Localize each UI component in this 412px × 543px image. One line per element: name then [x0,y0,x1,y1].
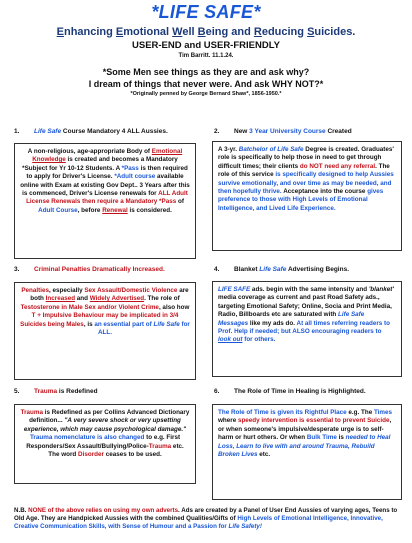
text-run: Acceptance into the course [281,188,368,196]
quote-line-1: *Some Men see things as they are and ask why? [102,67,310,77]
subtitle-word: nhancing [63,26,116,38]
text-run: Bulk Time [306,434,337,442]
text-run: 'blanket' [368,286,394,293]
text-run: is Redefined as per Collins Advanced Dictionary definition... [29,409,190,425]
section-1-body [20,148,190,215]
text-run: Batchelor of Life Safe [238,146,304,153]
text-run: available online with Exam at existing Gov Dept.. 3 Years after this is commenced, Driver's License renewals for [20,173,190,198]
footer-note [14,507,402,531]
section-3-body [20,287,190,337]
text-run: Trauma [20,409,43,416]
text-run: Widely Advertised [89,295,145,303]
text-run: media coverage as current and past Road Safety ads., targeting Emotional Safety; Online, Socia and Print Media, Radio, Billboards etc are saturated with [218,294,392,319]
section-1-heading-text: Course Mandatory 4 ALL Aussies. [61,128,168,135]
text-run: Adult Course [38,206,78,214]
section-4-heading [214,266,349,273]
section-5-heading-b: is Redefined [57,388,98,395]
text-run: etc. [257,451,271,459]
section-6-heading [214,388,366,395]
text-run: LIFE SAFE [218,286,251,293]
section-1-number: 1. [14,128,20,135]
text-run: T + Impulsive Behaviour may be implicated in 3/4 Suicides being Males [20,312,179,328]
text-run: ALL Adult License Renewals then require a Mandatory *Pass [26,190,188,206]
text-run: A 3-yr. [218,146,239,153]
text-run: Trauma nomenclature is also changed [29,434,145,442]
text-run: speedy intervention is essential to prevent Suicide [237,417,390,425]
section-2-body [218,146,396,213]
text-run: is [336,434,346,442]
text-run: , especially [48,287,85,294]
page-title: *LIFE SAFE* [151,2,261,22]
text-run: . Ads are created by a Panel of User End Aussies of varying ages, Teens to Old Age. They are Handpicked Aussies with the combined Qualities/Gifts of [14,507,398,522]
text-run: , is [83,320,95,328]
subtitle-word: uicides. [314,26,356,38]
text-run: for others. [242,336,276,344]
section-5-heading-a: Trauma [34,388,58,395]
section-2-heading-a: New [234,128,250,135]
section-4-box [212,281,402,377]
subtitle-initial: R [253,26,262,38]
text-run: ceases to be used. [103,451,162,459]
text-run: Penalties [21,287,49,294]
text-run: look out [218,336,243,344]
subtitle-initial: W [172,26,183,38]
subtitle-initial: B [197,26,206,38]
text-run: do NOT need any referral [299,162,376,170]
section-5-box [14,404,196,484]
text-run: Disorder [78,451,104,459]
text-run: to e.g. First Responders/Sex Assault/Bullying/Police- [26,434,181,450]
section-4-body [218,286,396,345]
text-run: Sex Assault/Domestic Violence [84,287,178,294]
text-run: Life Safety! [228,523,262,530]
subtitle-word: motional [123,26,173,38]
text-run: High Levels of Emotional Intelligence, Innovative, Creative Communication Skills, with Sense of Humour and a Passion for [14,515,383,530]
page-subtitle [0,26,412,38]
section-5-heading [14,388,98,395]
text-run: The Role of Time is given its Rightful Place [218,409,347,416]
subtitle-word: educing [261,26,308,38]
section-6-heading-text: The Role of Time in Healing is Highlighted. [234,388,366,395]
section-3-heading-text: Criminal Penalties Dramatically Increased. [34,266,165,273]
section-6-number: 6. [214,388,220,395]
text-run: Trauma [148,442,172,450]
text-run: At all times referring readers to Prof. Help if needed; but ALSO encouraging readers to [218,319,390,336]
subtitle-initial: S [307,26,315,38]
section-6-box [212,404,402,500]
text-run: Times [373,409,393,416]
section-4-heading-c: Advertising Begins. [286,266,349,273]
text-run: of [176,198,184,206]
section-6-body [218,409,396,459]
author-date: Tim Barritt. 11.1.24. [178,53,234,59]
section-2-number: 2. [214,128,220,135]
text-run: Testosterone in Male Sex and/or Violent Crime [20,303,159,311]
text-run: Renewal [102,206,128,214]
text-run: Life Safe [153,320,180,328]
quote-line-2: I dream of things that never were. And ask WHY NOT?* [88,79,324,89]
section-3-box [14,282,196,380]
text-run: are both [30,287,189,303]
text-run: A non-religious, age-appropriate Body of [27,148,152,155]
text-run: is specifically designed to help Aussies survive emotionally, and over time as may be needed, and then hopefully thrive. [218,171,394,196]
section-5-number: 5. [14,388,20,395]
subtitle-initial: E [115,26,124,38]
text-run: ads. begin with the same intensity and [250,286,369,293]
text-run: needed to Heal Loss, Learn to live with and around Trauma, Rebuild Broken Lives [218,434,391,459]
text-run: etc. The word [48,442,184,459]
quote [22,66,390,90]
text-run: . The role of this service [218,162,390,179]
text-run: , before [77,206,103,214]
section-4-heading-a: Blanket [234,266,260,273]
text-run: Increased [45,295,76,303]
text-run: *Pass [121,164,139,172]
text-run: "A very severe shock or very upsetting experience, which may cause psychological damage." [23,417,187,433]
text-run: is created and becomes a Mandatory *Subject for Yr 10-12 Students. A [22,156,178,172]
subtitle-word: ell [182,26,198,38]
text-run: . The role of [144,295,180,303]
section-2-heading-b: 3 Year University Course [249,128,326,135]
text-run: like my ads do. [248,319,297,327]
section-2-heading-c: Created [325,128,352,135]
section-3-heading [14,266,165,273]
text-run: NONE of the above relies on using my own adverts [28,507,179,514]
section-2-box [212,141,402,251]
section-1-heading-brand: Life Safe [34,128,62,135]
text-run: , also how [158,303,190,311]
text-run: e.g. The [346,409,374,416]
text-run: is considered. [127,206,172,214]
subtitle-word: eing and [205,26,254,38]
section-1-box [14,143,196,259]
text-run: N.B. [14,507,29,514]
text-run: and [75,295,90,303]
text-run: *Adult course [114,173,156,181]
tagline: USER-END and USER-FRIENDLY [132,40,280,51]
text-run: is then required to apply for Driver's License. [26,164,188,181]
section-2-heading [214,128,352,135]
section-4-number: 4. [214,266,220,273]
text-run: where [218,417,238,425]
text-run: , or when someone's impulsive/desperate urge is to self-harm or hurt others. Or when [218,417,392,442]
section-3-number: 3. [14,266,20,273]
text-run: for ALL. [98,320,190,337]
text-run: Degree is created. Graduates' role is specifically to help those in need to get through difficult times; their clients [218,146,394,170]
section-5-body [20,409,190,459]
section-4-heading-brand: Life Safe [259,266,287,273]
text-run: gives preference to those with High Levels of Emotional Intelligence, and Lived Life Experience. [218,188,384,212]
text-run: Life Safe Messages [218,311,365,327]
quote-credit: *Originally penned by George Bernard Shaw*, 1856-1950.* [130,91,282,97]
text-run: an essential part of [94,320,154,328]
section-1-heading [14,128,168,135]
subtitle-initial: E [56,26,64,38]
text-run: Emotional Knowledge [32,148,183,164]
